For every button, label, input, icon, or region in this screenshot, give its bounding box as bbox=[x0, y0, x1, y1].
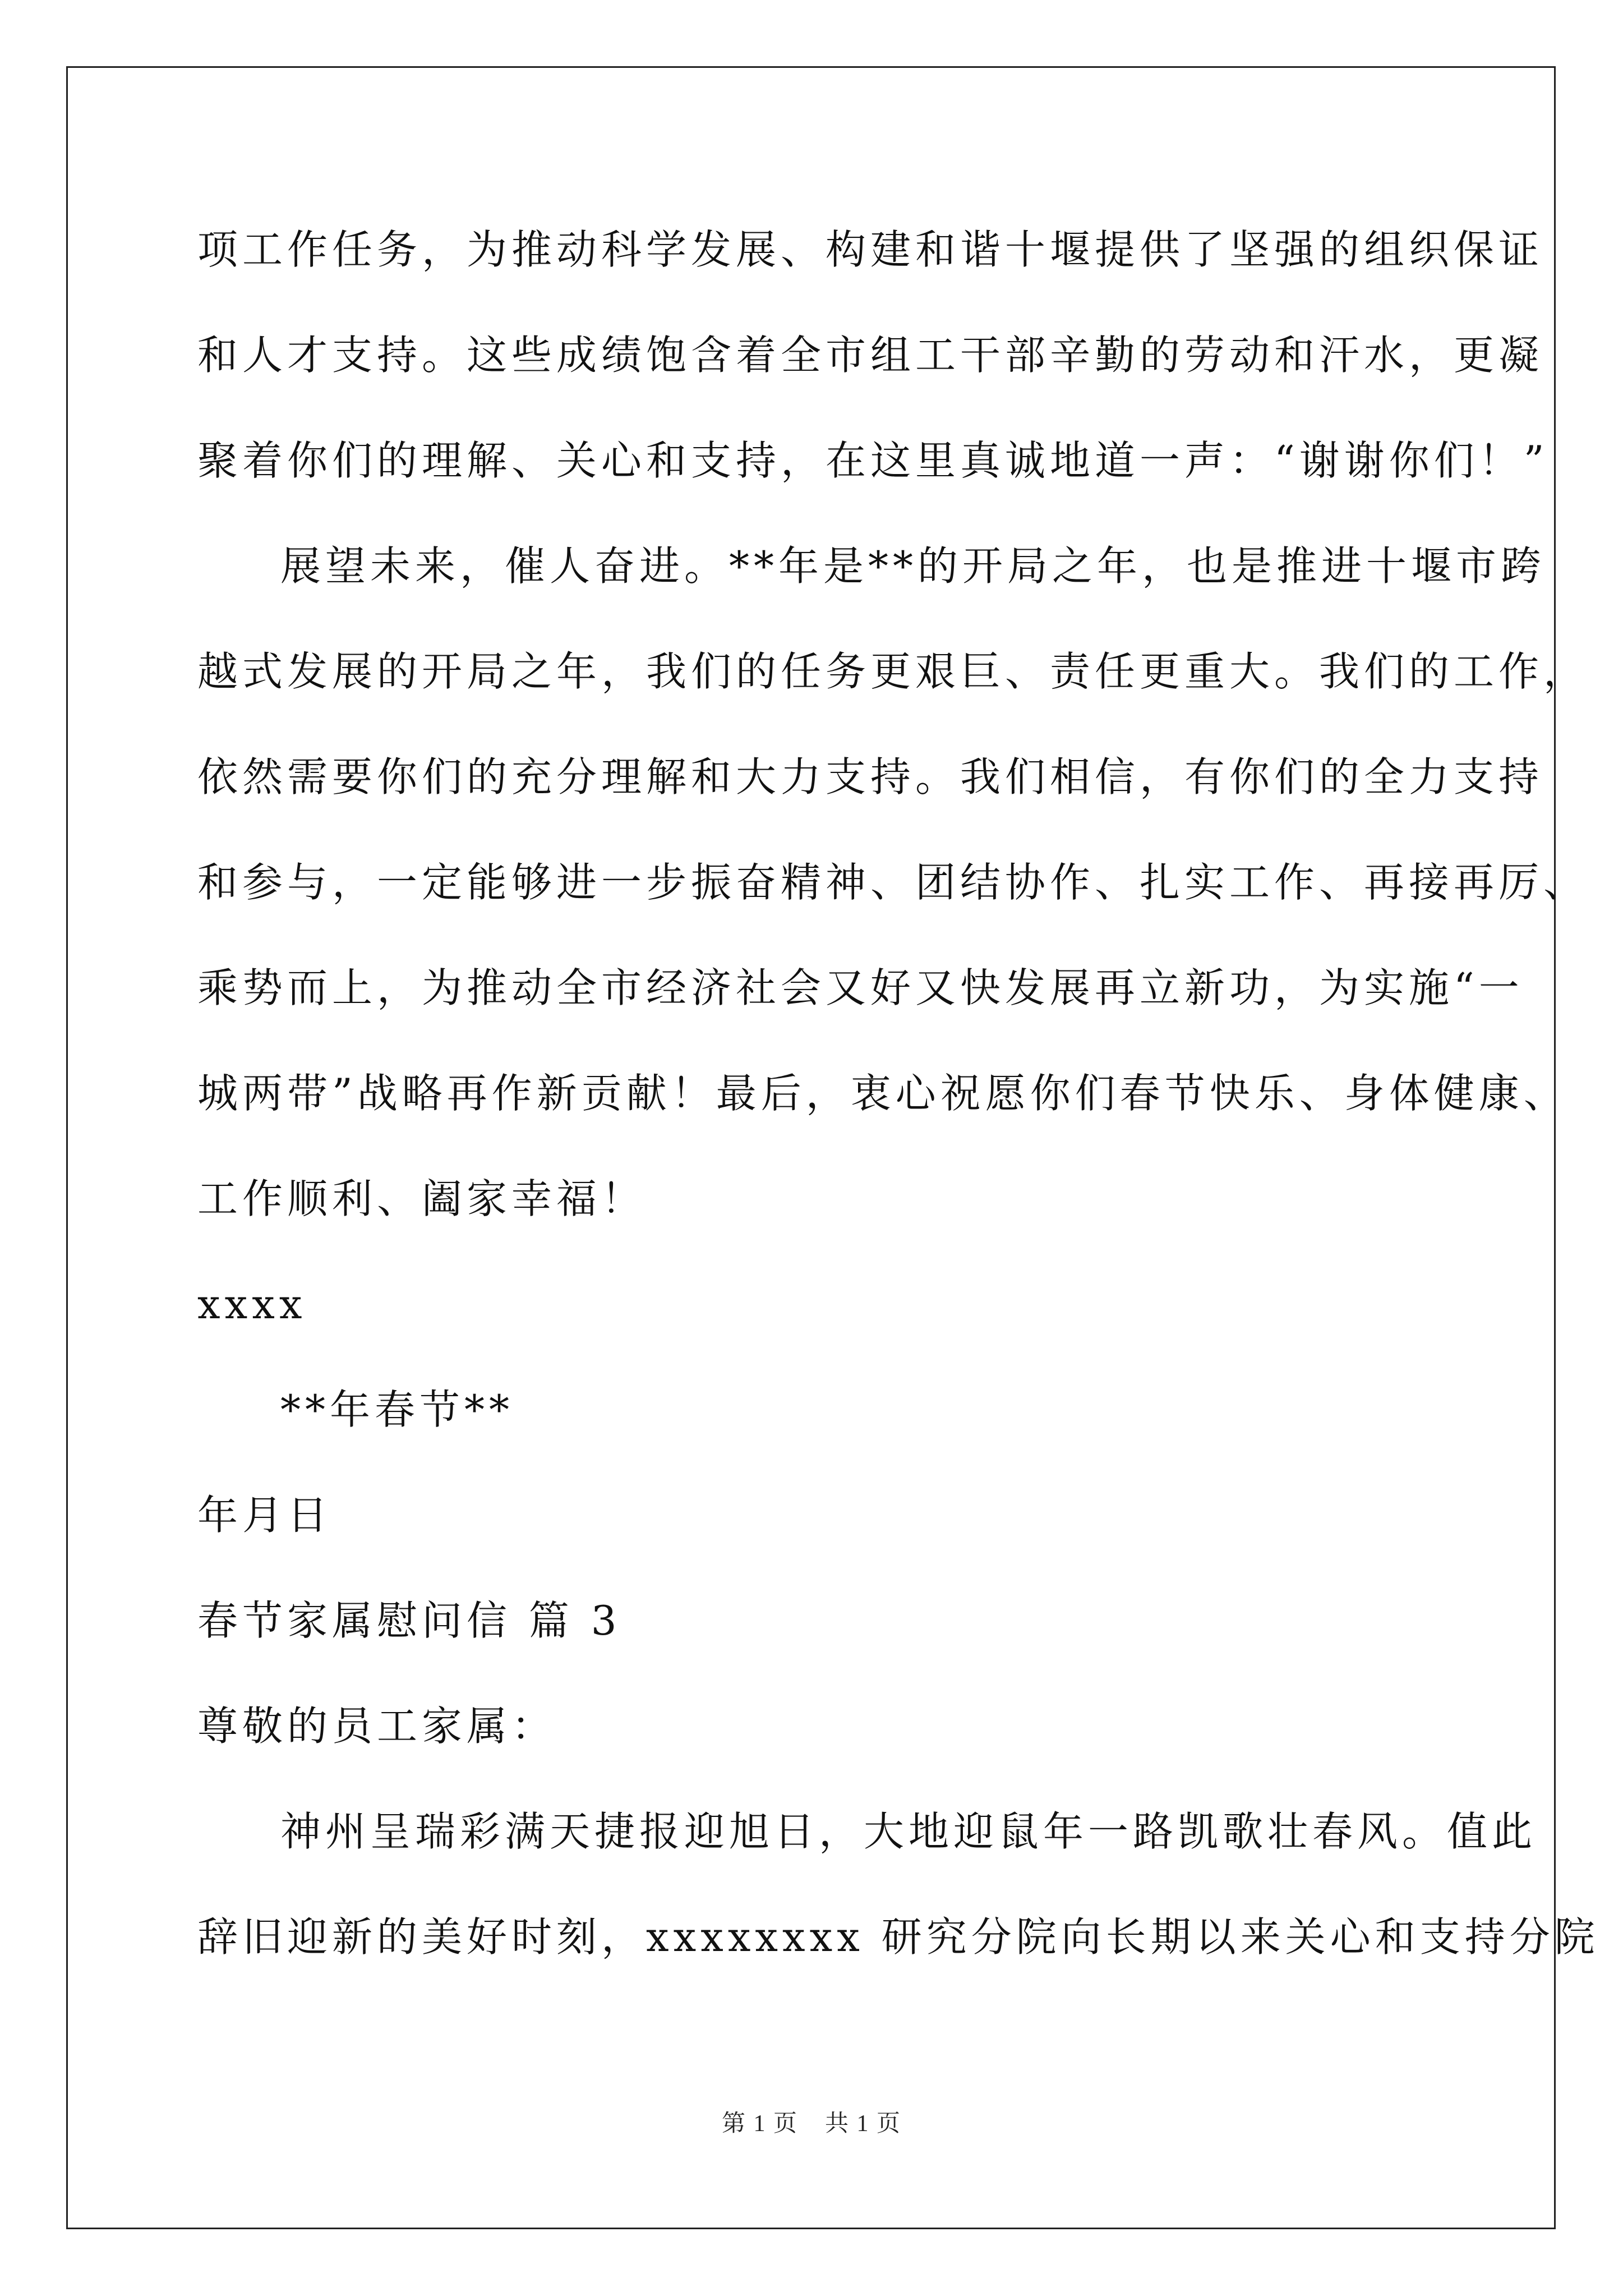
date-line: 年月日 bbox=[197, 1492, 333, 1539]
text-line: 越式发展的开局之年，我们的任务更艰巨、责任更重大。我们的工作， bbox=[197, 648, 1589, 695]
paragraph-start-line: 展望未来，催人奋进。**年是**的开局之年，也是推进十堰市跨 bbox=[280, 542, 1546, 590]
salutation: 尊敬的员工家属： bbox=[197, 1703, 557, 1750]
section-title: 春节家属慰问信 篇 3 bbox=[197, 1597, 621, 1644]
signature-date-label: **年春节** bbox=[280, 1386, 514, 1433]
text-line: 辞旧迎新的美好时刻，xxxxxxxx 研究分院向长期以来关心和支持分院 bbox=[197, 1913, 1599, 1961]
text-line: 聚着你们的理解、关心和支持，在这里真诚地道一声：“谢谢你们！” bbox=[197, 437, 1549, 484]
signature-name: xxxx bbox=[197, 1281, 307, 1328]
text-line: 城两带”战略再作新贡献！最后，衷心祝愿你们春节快乐、身体健康、 bbox=[197, 1070, 1569, 1117]
text-line: 和人才支持。这些成绩饱含着全市组工干部辛勤的劳动和汗水，更凝 bbox=[197, 332, 1544, 379]
text-line: 项工作任务，为推动科学发展、构建和谐十堰提供了坚强的组织保证 bbox=[197, 226, 1544, 273]
text-line: 乘势而上，为推动全市经济社会又好又快发展再立新功，为实施“一 bbox=[197, 964, 1524, 1011]
page-number: 第 1 页 bbox=[721, 2111, 798, 2137]
document-body bbox=[197, 216, 1599, 2009]
text-line: 和参与，一定能够进一步振奋精神、团结协作、扎实工作、再接再厉、 bbox=[197, 859, 1589, 906]
text-line: 依然需要你们的充分理解和大力支持。我们相信，有你们的全力支持 bbox=[197, 753, 1544, 800]
page-footer bbox=[0, 2105, 1623, 2138]
text-line: 工作顺利、阖家幸福！ bbox=[197, 1175, 647, 1222]
page-total: 共 1 页 bbox=[825, 2111, 902, 2137]
paragraph-start-line: 神州呈瑞彩满天捷报迎旭日，大地迎鼠年一路凯歌壮春风。值此 bbox=[280, 1808, 1537, 1855]
